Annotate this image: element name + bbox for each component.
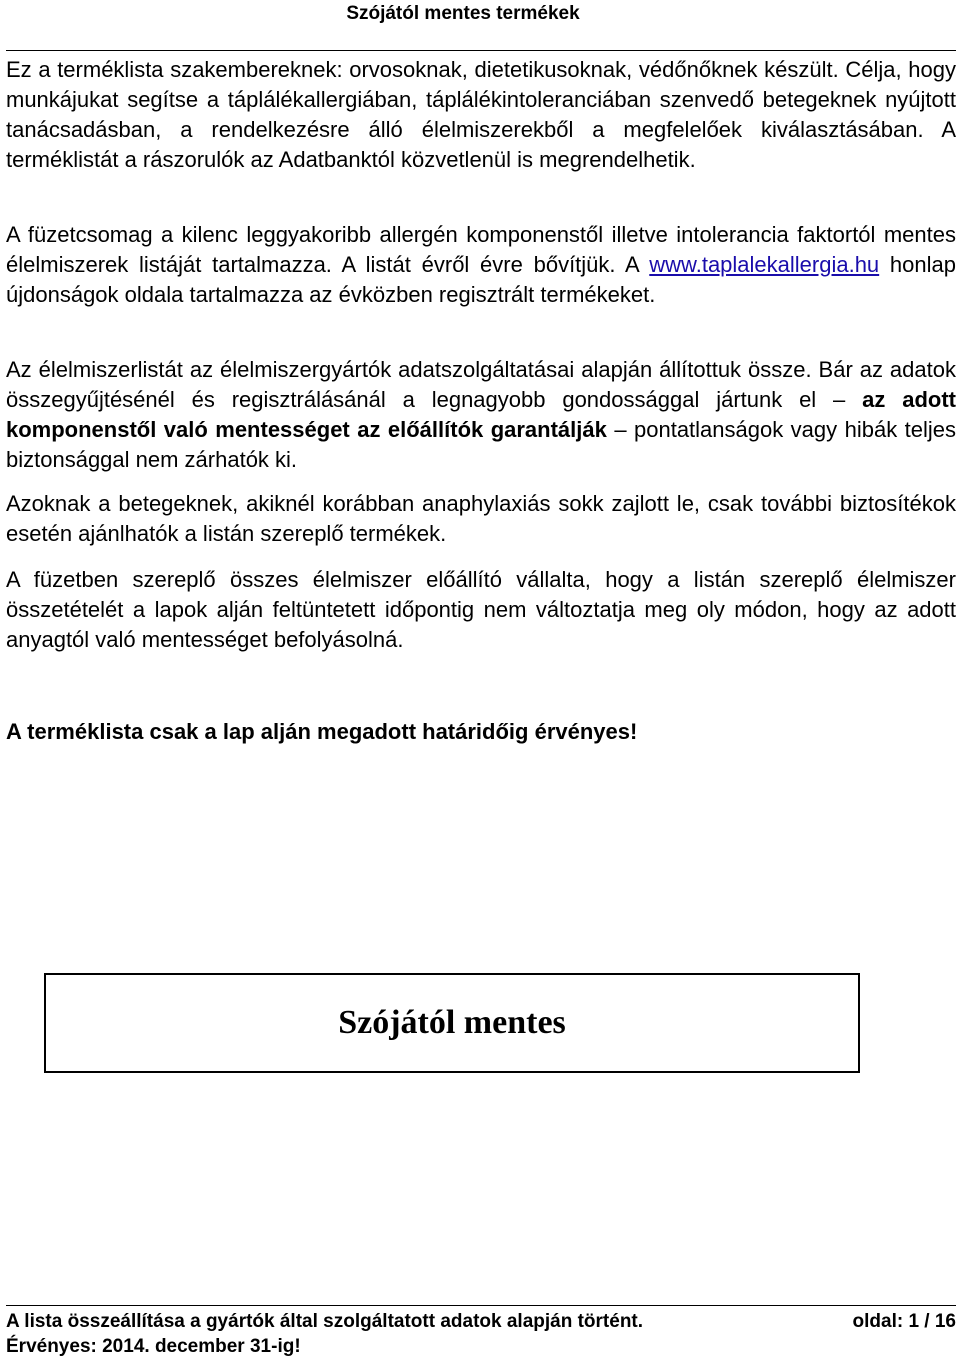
package-paragraph [6,220,956,310]
disclaimer-text-end: – pontatlanságok vagy hibák teljes biztonsággal nem zárhatók ki. [6,417,957,472]
header-divider [6,50,956,51]
package-text-start: A füzetcsomag a kilenc leggyakoribb allergén komponenstől illetve intolerancia faktortól mentes élelmiszerek listáját tartalmazza. A listát évről évre bővítjük. A [6,222,956,277]
manufacturer-paragraph: A füzetben szereplő összes élelmiszer előállító vállalta, hogy a listán szereplő élelmiszer összetételét a lapok alján feltüntetett időpontig nem változtatja meg oly módon, hogy az adott anyagtól való mentességet befolyásolná. [6,567,956,652]
category-title: Szójától mentes [338,1004,566,1041]
page-number: oldal: 1 / 16 [852,1311,956,1332]
website-link[interactable]: www.taplalekallergia.hu [649,252,880,277]
footer-divider [6,1305,956,1306]
anaphylaxis-paragraph: Azoknak a betegeknek, akiknél korábban anaphylaxiás sokk zajlott le, csak további biztosítékok esetén ajánlhatók a listán szereplő termékek. [6,491,956,546]
disclaimer-text-start: Az élelmiszerlistát az élelmiszergyártók adatszolgáltatásai alapján állítottuk össze. Bár az adatok összegyűjtésénél és regisztrálásánál a legnagyobb gondossággal jártunk el – [6,357,956,412]
validity-date: Érvényes: 2014. december 31-ig! [6,1336,301,1357]
package-text-end: honlap újdonságok oldala tartalmazza az évközben regisztrált termékeket. [6,252,956,307]
page-header-title: Szójától mentes termékek [346,3,580,24]
category-title-box [44,973,860,1073]
validity-warning: A terméklista csak a lap alján megadott határidőig érvényes! [6,719,638,744]
disclaimer-paragraph [6,355,956,475]
guarantee-statement: az adott komponenstől való mentességet az előállítók garantálják [6,387,956,442]
footer-source-note: A lista összeállítása a gyártók által szolgáltatott adatok alapján történt. [6,1311,644,1332]
intro-paragraph: Ez a terméklista szakembereknek: orvosoknak, dietetikusoknak, védőnőknek készült. Célja, hogy munkájukat segítse a táplálékallergiában, táplálékintoleranciában szenvedő betegeknek nyújtott tanácsadásban, a rendelkezésre álló élelmiszerekből a megfelelőek kiválasztásában. A terméklistát a rászorulók az Adatbanktól közvetlenül is megrendelhetik. [6,57,956,172]
